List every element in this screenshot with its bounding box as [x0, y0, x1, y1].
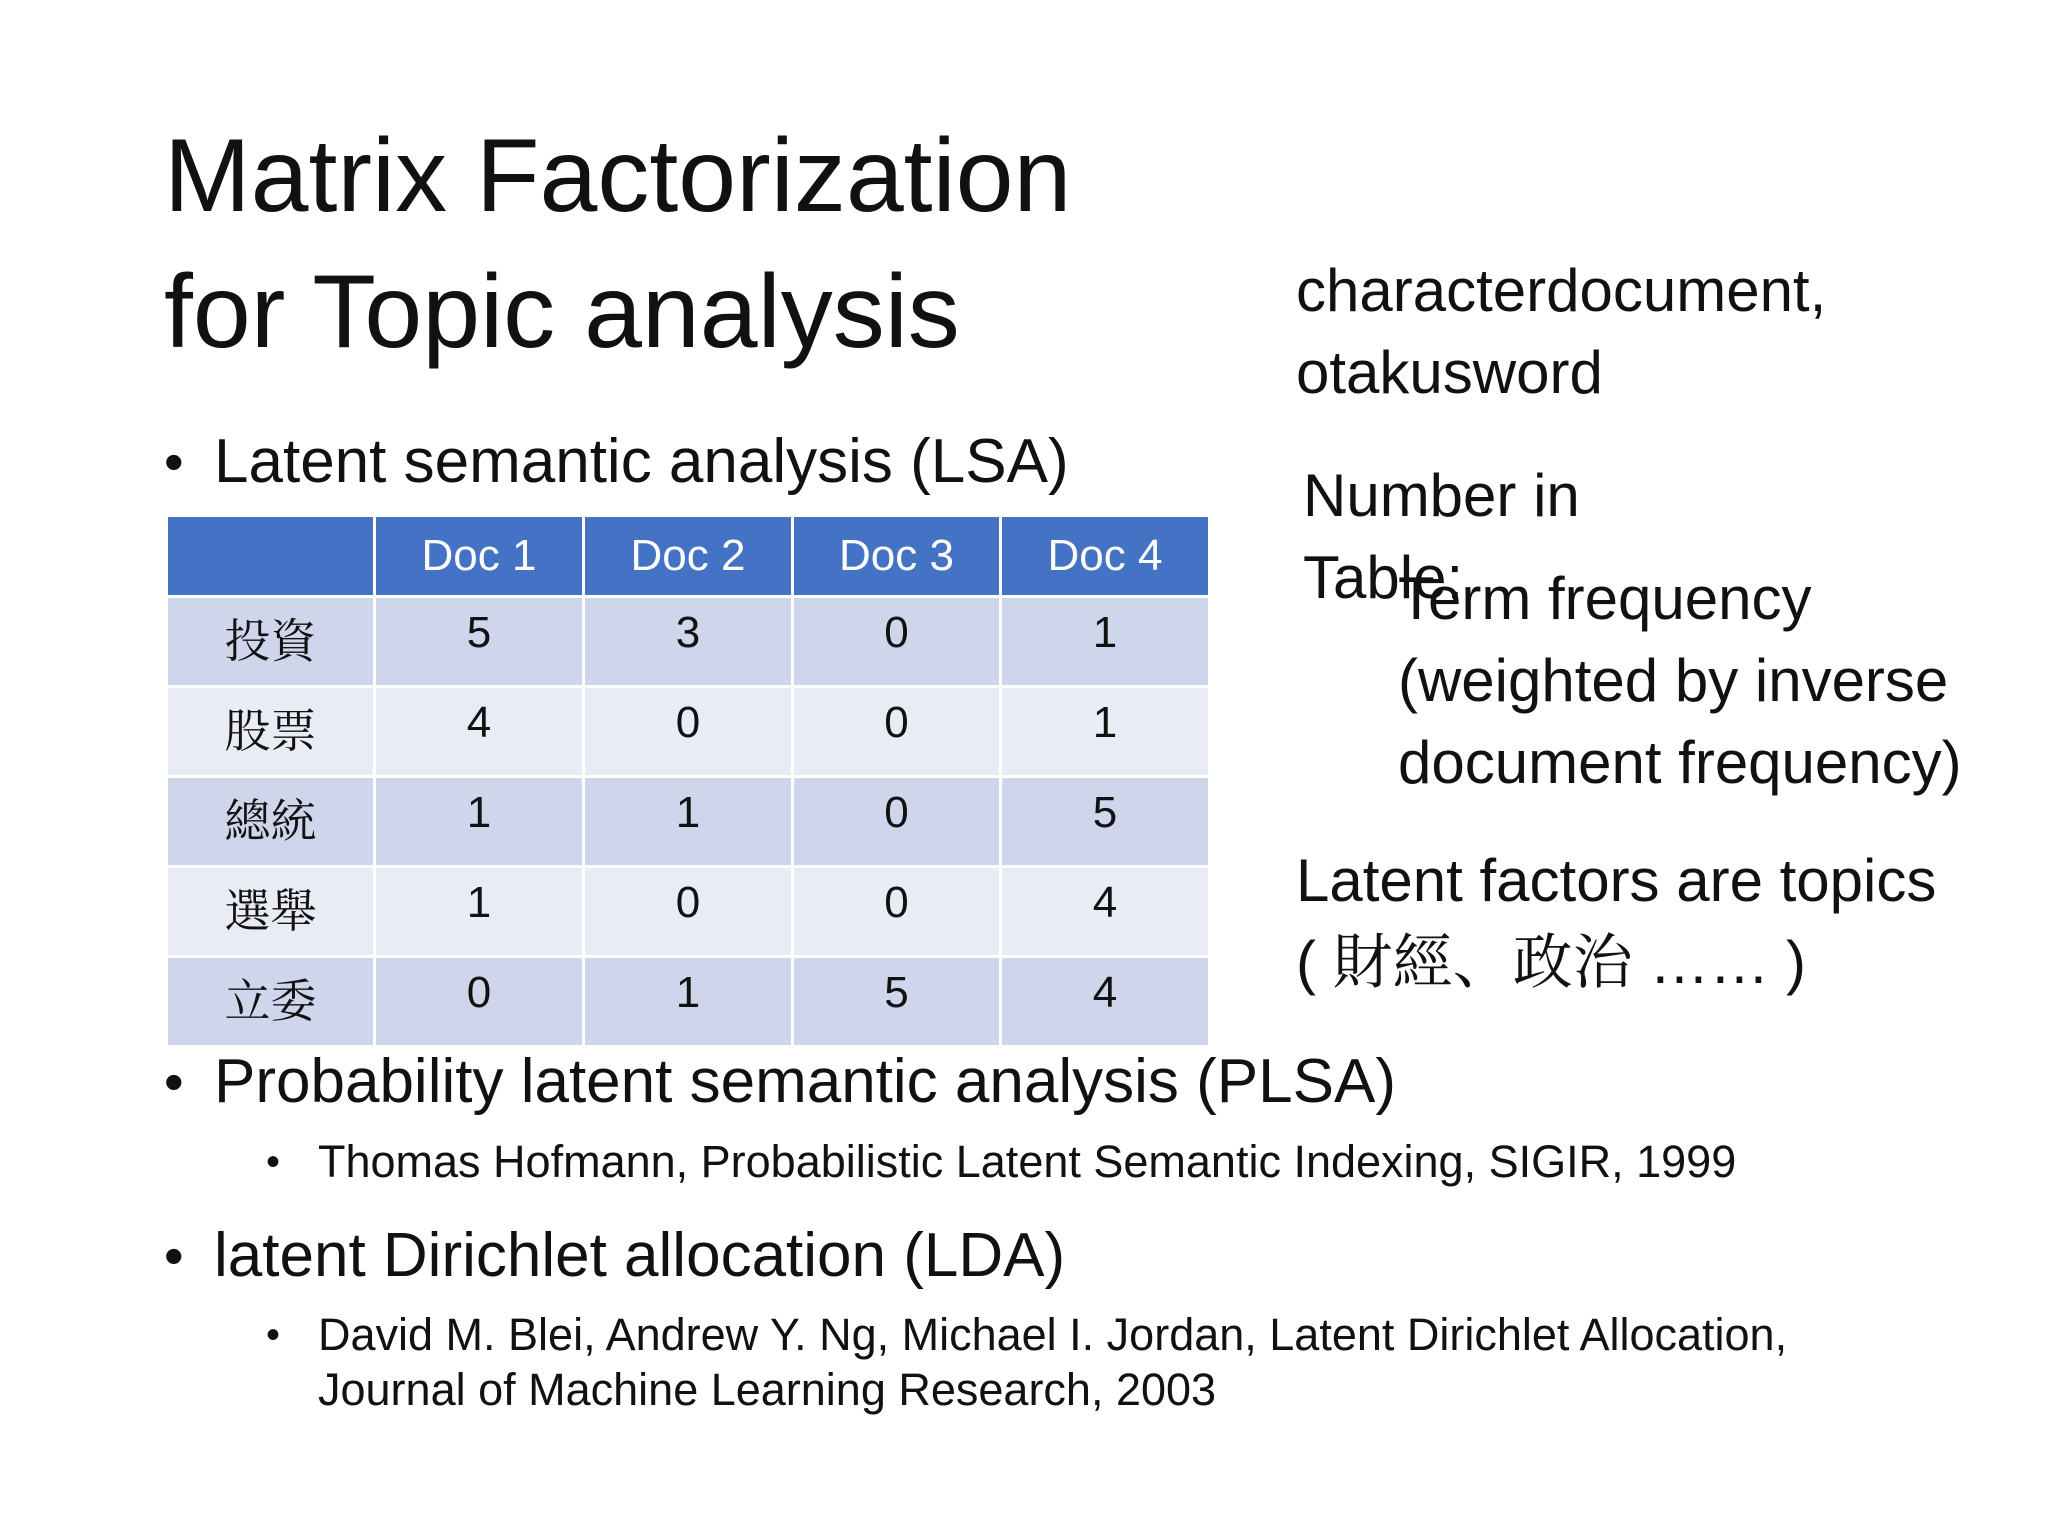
note-line: Latent factors are topics	[1296, 847, 1937, 914]
table-cell: 1	[375, 867, 584, 957]
note-line: otakusword	[1296, 339, 1603, 406]
table-row-term: 立委	[167, 957, 375, 1047]
table-cell: 0	[793, 687, 1001, 777]
note-line: Number in	[1303, 462, 1580, 529]
sub-bullet-lda-ref-line-1: David M. Blei, Andrew Y. Ng, Michael I. Jordan, Latent Dirichlet Allocation,	[318, 1309, 1788, 1360]
table-row	[167, 777, 1210, 867]
title-line-1: Matrix Factorization	[164, 118, 1072, 234]
table-cell: 0	[375, 957, 584, 1047]
table-header-row	[167, 516, 1210, 597]
bullet-dot-icon: •	[164, 1050, 184, 1113]
table-cell: 4	[1001, 867, 1210, 957]
table-row	[167, 867, 1210, 957]
table-cell: 1	[375, 777, 584, 867]
bullet-dot-icon: •	[164, 1224, 184, 1287]
table-row	[167, 597, 1210, 687]
table-cell: 0	[793, 867, 1001, 957]
table-header-doc-4: Doc 4	[1001, 516, 1210, 597]
note-line: Term frequency	[1398, 565, 1812, 632]
table-cell: 1	[584, 777, 793, 867]
table-corner-cell	[167, 516, 375, 597]
table-cell: 0	[793, 597, 1001, 687]
table-cell: 1	[1001, 687, 1210, 777]
table-cell: 3	[584, 597, 793, 687]
table-cell: 4	[375, 687, 584, 777]
bullet-dot-icon: •	[164, 430, 184, 493]
table-row	[167, 957, 1210, 1047]
term-document-table	[165, 514, 1208, 1046]
note-line: ( 財經、政治 …… )	[1296, 929, 1806, 996]
title-line-2: for Topic analysis	[164, 254, 960, 370]
table-header-doc-2: Doc 2	[584, 516, 793, 597]
table-header-doc-3: Doc 3	[793, 516, 1001, 597]
note-term-frequency	[1398, 558, 1962, 804]
note-line: document frequency)	[1398, 729, 1962, 796]
table-cell: 5	[793, 957, 1001, 1047]
sub-bullet-dot-icon: •	[266, 1313, 281, 1357]
note-line: Table:	[1303, 544, 1464, 611]
table-cell: 0	[584, 687, 793, 777]
table-row	[167, 687, 1210, 777]
table-row-term: 投資	[167, 597, 375, 687]
table-cell: 5	[1001, 777, 1210, 867]
table-cell: 0	[584, 867, 793, 957]
table-cell: 1	[1001, 597, 1210, 687]
table-row-term: 股票	[167, 687, 375, 777]
table-cell: 4	[1001, 957, 1210, 1047]
table-cell: 5	[375, 597, 584, 687]
table-row-term: 總統	[167, 777, 375, 867]
sub-bullet-dot-icon: •	[266, 1140, 281, 1184]
bullet-plsa-text: Probability latent semantic analysis (PLSA)	[214, 1047, 1396, 1116]
note-line: (weighted by inverse	[1398, 647, 1949, 714]
bullet-lsa-text: Latent semantic analysis (LSA)	[214, 427, 1069, 496]
sub-bullet-plsa-ref-text: Thomas Hofmann, Probabilistic Latent Semantic Indexing, SIGIR, 1999	[318, 1136, 1737, 1187]
table-header-doc-1: Doc 1	[375, 516, 584, 597]
note-latent-factors	[1296, 840, 1936, 1004]
table-row-term: 選舉	[167, 867, 375, 957]
bullet-lda-text: latent Dirichlet allocation (LDA)	[214, 1221, 1066, 1290]
slide-title	[164, 108, 1264, 380]
note-character-document	[1296, 250, 1826, 414]
sub-bullet-lda-ref-line-2: Journal of Machine Learning Research, 2003	[318, 1364, 1217, 1415]
table-cell: 0	[793, 777, 1001, 867]
note-line: characterdocument,	[1296, 257, 1827, 324]
table-cell: 1	[584, 957, 793, 1047]
